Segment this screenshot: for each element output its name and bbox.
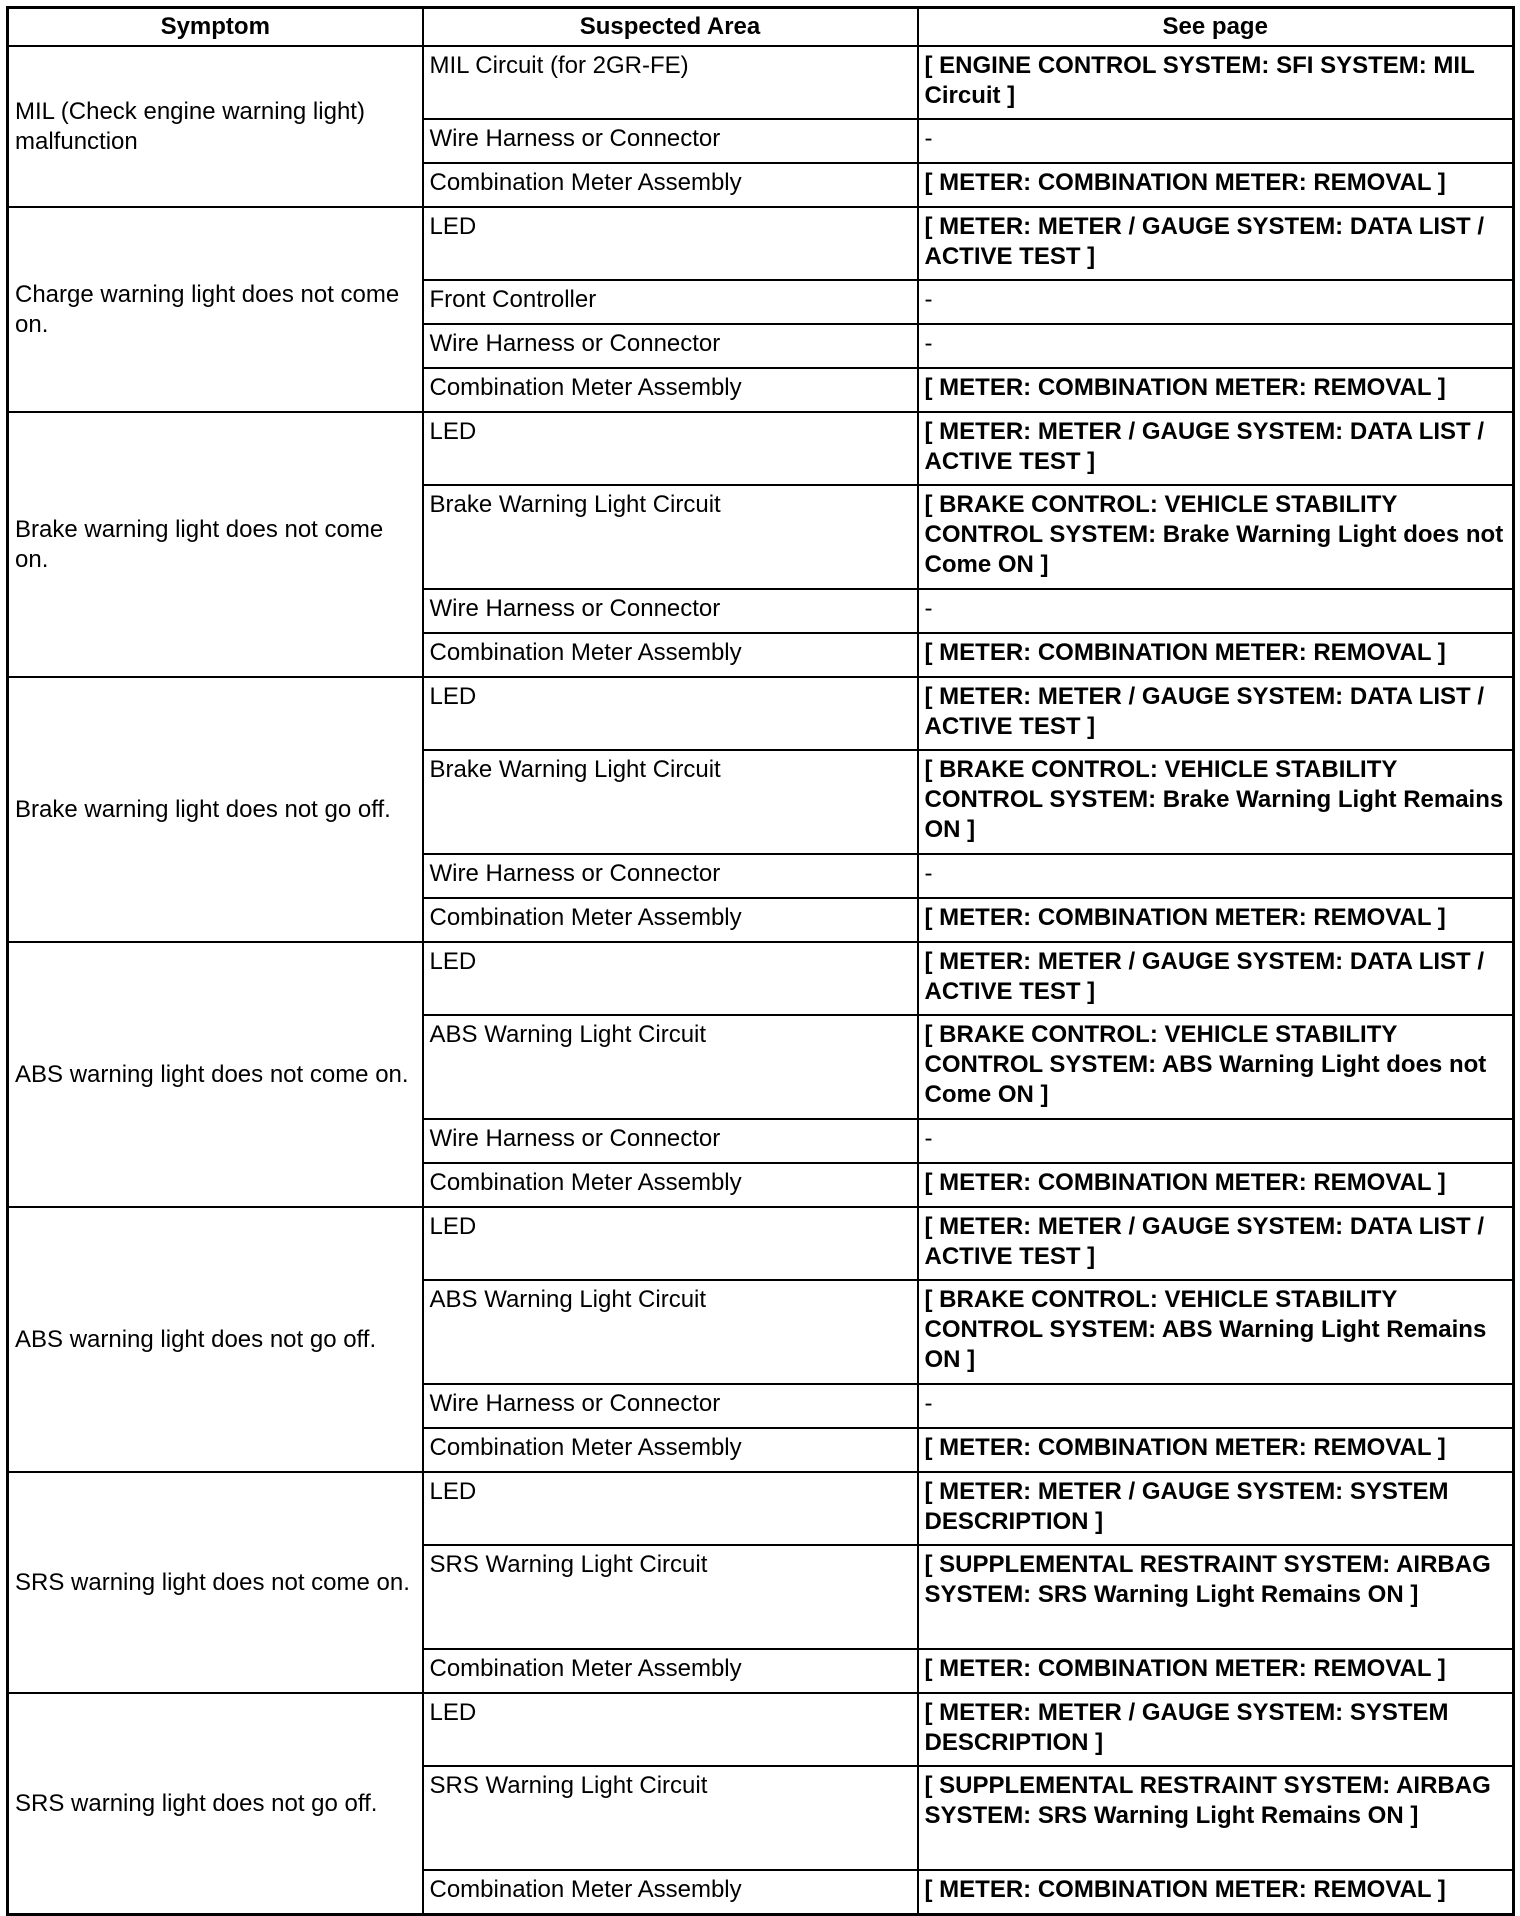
see-page-link[interactable]: [ METER: COMBINATION METER: REMOVAL ] [918, 1163, 1514, 1207]
see-page-link[interactable]: [ METER: METER / GAUGE SYSTEM: DATA LIST / ACTIVE TEST ] [918, 207, 1514, 280]
see-page-link[interactable]: [ ENGINE CONTROL SYSTEM: SFI SYSTEM: MIL Circuit ] [918, 46, 1514, 119]
see-page-cell: - [918, 324, 1514, 368]
see-page-link[interactable]: [ METER: METER / GAUGE SYSTEM: SYSTEM DESCRIPTION ] [918, 1472, 1514, 1545]
see-page-link[interactable]: [ METER: COMBINATION METER: REMOVAL ] [918, 1649, 1514, 1693]
suspected-area-cell: ABS Warning Light Circuit [423, 1015, 918, 1119]
see-page-link[interactable]: [ METER: COMBINATION METER: REMOVAL ] [918, 1428, 1514, 1472]
suspected-area-cell: LED [423, 1472, 918, 1545]
symptom-cell: ABS warning light does not go off. [8, 1207, 423, 1472]
suspected-area-cell: Combination Meter Assembly [423, 1870, 918, 1915]
see-page-link[interactable]: [ METER: METER / GAUGE SYSTEM: DATA LIST / ACTIVE TEST ] [918, 1207, 1514, 1280]
symptom-cell: Brake warning light does not go off. [8, 677, 423, 942]
see-page-link[interactable]: [ METER: COMBINATION METER: REMOVAL ] [918, 1870, 1514, 1915]
symptom-cell: SRS warning light does not come on. [8, 1472, 423, 1693]
suspected-area-cell: SRS Warning Light Circuit [423, 1545, 918, 1649]
see-page-link[interactable]: [ METER: METER / GAUGE SYSTEM: DATA LIST / ACTIVE TEST ] [918, 412, 1514, 485]
see-page-cell: - [918, 1384, 1514, 1428]
suspected-area-cell: Combination Meter Assembly [423, 368, 918, 412]
table-row [8, 677, 1514, 750]
suspected-area-cell: Brake Warning Light Circuit [423, 750, 918, 854]
see-page-cell: - [918, 589, 1514, 633]
suspected-area-cell: ABS Warning Light Circuit [423, 1280, 918, 1384]
suspected-area-cell: LED [423, 412, 918, 485]
suspected-area-cell: Wire Harness or Connector [423, 854, 918, 898]
suspected-area-cell: Wire Harness or Connector [423, 1119, 918, 1163]
suspected-area-cell: Brake Warning Light Circuit [423, 485, 918, 589]
see-page-cell: - [918, 280, 1514, 324]
table-row [8, 1693, 1514, 1766]
see-page-cell: - [918, 1119, 1514, 1163]
suspected-area-cell: Combination Meter Assembly [423, 1428, 918, 1472]
table-row [8, 1207, 1514, 1280]
suspected-area-cell: Wire Harness or Connector [423, 589, 918, 633]
suspected-area-cell: Wire Harness or Connector [423, 324, 918, 368]
symptom-cell: Brake warning light does not come on. [8, 412, 423, 677]
suspected-area-cell: MIL Circuit (for 2GR-FE) [423, 46, 918, 119]
suspected-area-cell: Combination Meter Assembly [423, 633, 918, 677]
suspected-area-cell: SRS Warning Light Circuit [423, 1766, 918, 1870]
suspected-area-cell: LED [423, 1693, 918, 1766]
suspected-area-cell: LED [423, 942, 918, 1015]
table-row [8, 46, 1514, 119]
table-row [8, 412, 1514, 485]
table-row [8, 207, 1514, 280]
suspected-area-cell: LED [423, 677, 918, 750]
symptom-cell: MIL (Check engine warning light) malfunction [8, 46, 423, 207]
see-page-link[interactable]: [ METER: COMBINATION METER: REMOVAL ] [918, 163, 1514, 207]
see-page-cell: - [918, 119, 1514, 163]
see-page-link[interactable]: [ METER: COMBINATION METER: REMOVAL ] [918, 898, 1514, 942]
see-page-link[interactable]: [ SUPPLEMENTAL RESTRAINT SYSTEM: AIRBAG SYSTEM: SRS Warning Light Remains ON ] [918, 1545, 1514, 1649]
see-page-link[interactable]: [ METER: METER / GAUGE SYSTEM: SYSTEM DESCRIPTION ] [918, 1693, 1514, 1766]
symptom-cell: ABS warning light does not come on. [8, 942, 423, 1207]
header-suspected-area: Suspected Area [423, 8, 918, 47]
header-symptom: Symptom [8, 8, 423, 47]
suspected-area-cell: Combination Meter Assembly [423, 1649, 918, 1693]
page-content [6, 6, 1515, 1916]
see-page-cell: - [918, 854, 1514, 898]
suspected-area-cell: Wire Harness or Connector [423, 1384, 918, 1428]
table-header-row [8, 8, 1514, 47]
table-row [8, 942, 1514, 1015]
suspected-area-cell: Wire Harness or Connector [423, 119, 918, 163]
see-page-link[interactable]: [ BRAKE CONTROL: VEHICLE STABILITY CONTROL SYSTEM: Brake Warning Light does not Come ON ] [918, 485, 1514, 589]
suspected-area-cell: Combination Meter Assembly [423, 1163, 918, 1207]
see-page-link[interactable]: [ METER: COMBINATION METER: REMOVAL ] [918, 633, 1514, 677]
see-page-link[interactable]: [ METER: COMBINATION METER: REMOVAL ] [918, 368, 1514, 412]
see-page-link[interactable]: [ BRAKE CONTROL: VEHICLE STABILITY CONTROL SYSTEM: ABS Warning Light Remains ON ] [918, 1280, 1514, 1384]
suspected-area-cell: LED [423, 207, 918, 280]
problem-symptoms-table [6, 6, 1515, 1916]
see-page-link[interactable]: [ SUPPLEMENTAL RESTRAINT SYSTEM: AIRBAG SYSTEM: SRS Warning Light Remains ON ] [918, 1766, 1514, 1870]
suspected-area-cell: Combination Meter Assembly [423, 898, 918, 942]
header-see-page: See page [918, 8, 1514, 47]
see-page-link[interactable]: [ BRAKE CONTROL: VEHICLE STABILITY CONTROL SYSTEM: Brake Warning Light Remains ON ] [918, 750, 1514, 854]
suspected-area-cell: LED [423, 1207, 918, 1280]
see-page-link[interactable]: [ METER: METER / GAUGE SYSTEM: DATA LIST / ACTIVE TEST ] [918, 942, 1514, 1015]
suspected-area-cell: Combination Meter Assembly [423, 163, 918, 207]
see-page-link[interactable]: [ METER: METER / GAUGE SYSTEM: DATA LIST / ACTIVE TEST ] [918, 677, 1514, 750]
suspected-area-cell: Front Controller [423, 280, 918, 324]
symptom-cell: Charge warning light does not come on. [8, 207, 423, 412]
table-row [8, 1472, 1514, 1545]
see-page-link[interactable]: [ BRAKE CONTROL: VEHICLE STABILITY CONTROL SYSTEM: ABS Warning Light does not Come ON ] [918, 1015, 1514, 1119]
symptom-cell: SRS warning light does not go off. [8, 1693, 423, 1915]
